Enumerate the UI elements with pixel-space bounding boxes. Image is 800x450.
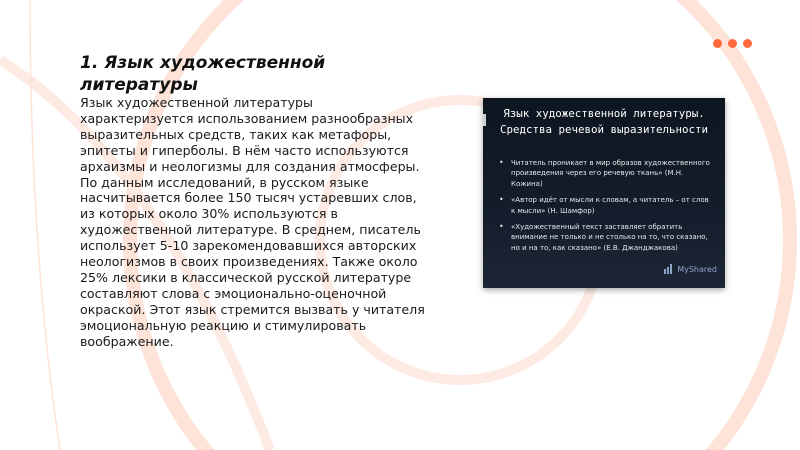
dot-icon [713,39,722,48]
bullet-icon: • [499,195,504,205]
slide-image [483,98,725,288]
slide-bullet-text: «Автор идёт от мысли к словам, а читатель – от слов к мысли» (Н. Шамфор) [511,196,709,215]
slide-title: Язык художественной литературы. Средства речевой выразительности [499,107,708,136]
slide-bullet-item [493,195,715,216]
dot-icon [728,39,737,48]
watermark-text: MyShared [677,264,717,274]
dot-icon [743,39,752,48]
slide-bullet-text: «Художественный текст заставляет обратить внимание не только и не столько на то, что сказано, но и на то, как сказано» (Е.В. Джанджакова) [511,223,708,252]
slide-bullet-text: Читатель проникает в мир образов художественного произведения через его речевую ткань» (М.Н. Кожина) [511,159,710,188]
slide-bullet-list [493,158,715,259]
bullet-icon: • [499,222,504,232]
page-title: 1. Язык художественной литературы [80,53,326,95]
decorative-dots [713,39,752,48]
watermark-logo-icon [664,264,674,274]
slide-bullet-item [493,158,715,189]
watermark [664,264,717,274]
slide-bullet-item [493,222,715,253]
bullet-icon: • [499,158,504,167]
body-paragraph: Язык художественной литературы характеризуется использованием разнообразных выразительных средств, таких как метафоры, эпитеты и гиперболы. В нём часто используются архаизмы и неологизмы для создания атмосферы. По данным исследований, в русском языке насчитывается более 150 тысяч устаревших слов, из которых около 30% используются в художественной литературе. В среднем, писатель использует 5-10 зарекомендовавшихся авторских неологизмов в своих произведениях. Также около 25% лексики в классической русской литературе составляют слова с эмоционально-оценочной окраской. Этот язык стремится вызвать у читателя эмоциональную реакцию и стимулировать воображение. [80,95,425,349]
